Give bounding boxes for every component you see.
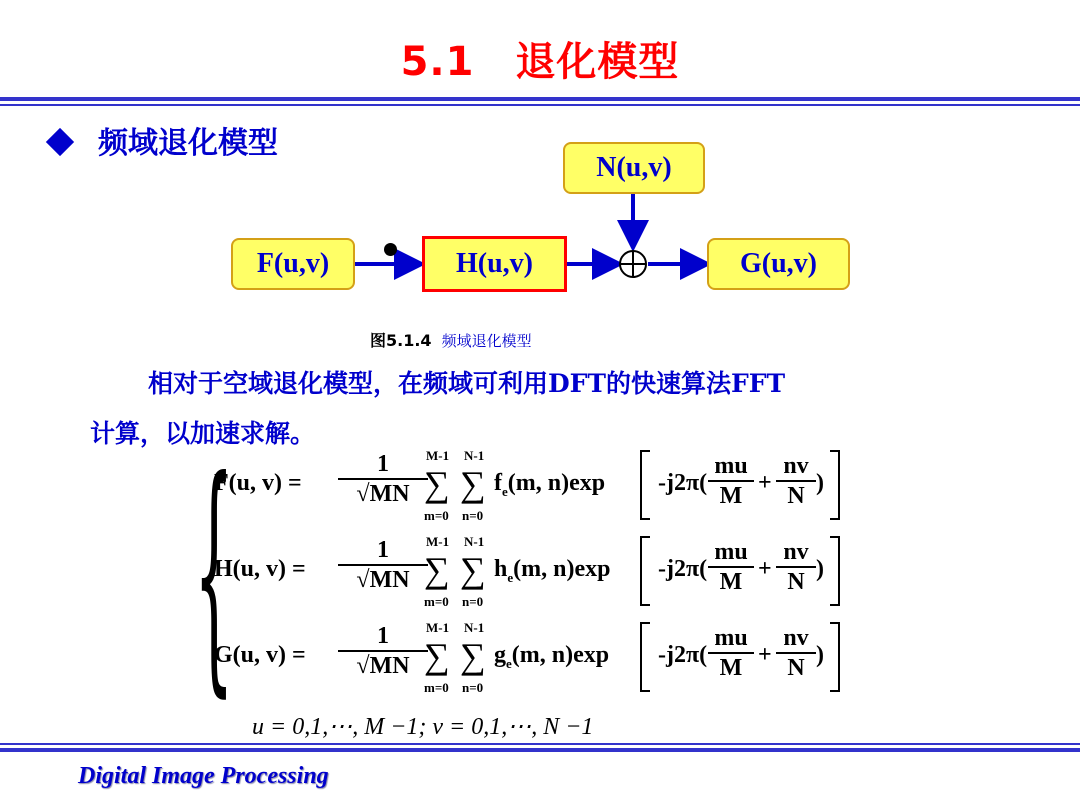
equation-lhs: G(u, v) = bbox=[214, 642, 306, 668]
equation-lhs: F(u, v) = bbox=[214, 470, 302, 496]
sum-n-icon: ∑ bbox=[460, 636, 486, 676]
formula-block bbox=[194, 427, 860, 718]
bottom-rule-thin bbox=[0, 743, 1080, 745]
normalization-fraction: 1 √MN bbox=[338, 536, 428, 594]
left-brace: { bbox=[194, 427, 234, 718]
sum-m-icon: ∑ bbox=[424, 636, 450, 676]
normalization-fraction: 1 √MN bbox=[338, 622, 428, 680]
sum-m-icon: ∑ bbox=[424, 464, 450, 504]
normalization-fraction: 1 √MN bbox=[338, 450, 428, 508]
paragraph-line-2: 计算，以加速求解。 bbox=[90, 419, 316, 448]
equation-lhs: H(u, v) = bbox=[214, 556, 306, 582]
sum-n-icon: ∑ bbox=[460, 464, 486, 504]
noise-box-N: N(u,v) bbox=[563, 142, 705, 194]
index-range: u = 0,1,⋯, M −1; v = 0,1,⋯, N −1 bbox=[252, 714, 594, 740]
caption-text: 频域退化模型 bbox=[441, 332, 532, 350]
paragraph-line-1: 相对于空域退化模型，在频域可利用DFT的快速算法FFT bbox=[148, 369, 786, 398]
output-box-G: G(u,v) bbox=[707, 238, 850, 290]
slide-title: 5.1 退化模型 bbox=[400, 39, 680, 85]
equation-H: H(u, v) = 1 √MN M-1 N-1 ∑ ∑ m=0 n=0 $h_e(m$, n)exp -j2π( mu M + nv N ) bbox=[214, 532, 854, 616]
caption-label: 图5.1.4 bbox=[370, 331, 432, 350]
footer-text: Digital Image Processing bbox=[78, 763, 329, 789]
equation-G: G(u, v) = 1 √MN M-1 N-1 ∑ ∑ m=0 n=0 $g_e(m$, n)exp -j2π( mu M + nv N ) bbox=[214, 618, 854, 702]
multiply-dot bbox=[384, 243, 397, 256]
input-box-F: F(u,v) bbox=[231, 238, 355, 290]
section-heading: 频域退化模型 bbox=[98, 126, 278, 161]
figure-caption bbox=[370, 328, 532, 351]
sum-n-icon: ∑ bbox=[460, 550, 486, 590]
bottom-rule bbox=[0, 748, 1080, 752]
system-box-H: H(u,v) bbox=[422, 236, 567, 292]
sum-m-icon: ∑ bbox=[424, 550, 450, 590]
equation-F: F(u, v) = 1 √MN M-1 N-1 ∑ ∑ m=0 n=0 $f_e(m$, n)exp -j2π( mu M + nv N ) bbox=[214, 446, 854, 530]
